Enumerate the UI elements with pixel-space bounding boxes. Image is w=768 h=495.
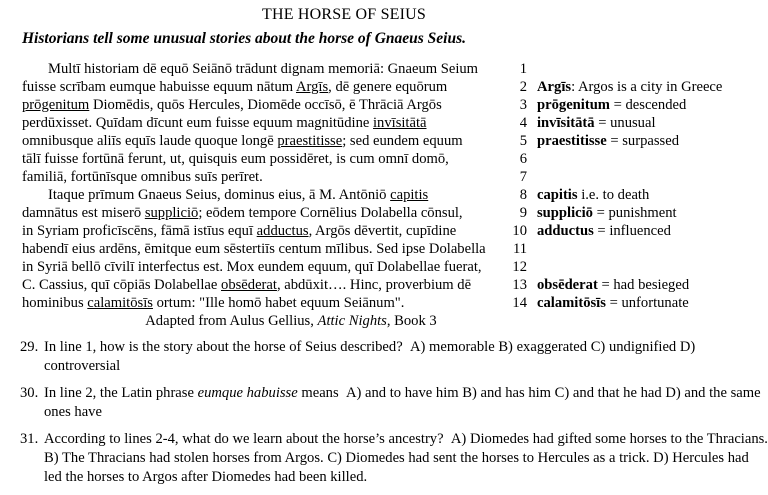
glossed-word: capitis	[390, 187, 429, 203]
passage-text: damnātus est miserō	[22, 205, 145, 221]
glossary-entry	[537, 222, 765, 240]
passage-text: familiā, fortūnīsque omnibus suīs perīret.	[22, 169, 263, 185]
line-number: 2	[519, 79, 527, 95]
glossary-separator: =	[594, 115, 611, 131]
attribution-suffix: , Book 3	[386, 313, 437, 329]
glossary-definition: had besieged	[613, 277, 690, 293]
glossary-term: calamitōsīs	[537, 295, 606, 311]
passage-text: Multī historiam dē equō Seiānō trādunt dignam memoriā: Gnaeum Seium	[48, 61, 479, 77]
page-title: THE HORSE OF SEIUS	[261, 6, 427, 23]
glossary-separator: =	[592, 205, 609, 221]
question-number: 30.	[20, 385, 39, 402]
glossary-term: Argīs	[537, 79, 572, 95]
question-spacer	[339, 385, 346, 401]
glossary-term: invīsitātā	[537, 115, 595, 131]
glossary-separator: =	[609, 97, 626, 113]
passage-text: C. Cassius, quī cōpiās Dolabellae	[22, 277, 222, 293]
attribution-work-title: Attic Nights	[317, 313, 387, 329]
passage-text: ; sed eundem equum	[342, 133, 463, 149]
line-number: 1	[519, 61, 527, 77]
glossary-term: prōgenitum	[537, 97, 610, 113]
question-body	[44, 338, 768, 375]
glossary-term: praestitisse	[537, 133, 607, 149]
question-latin-phrase: eumque habuisse	[197, 385, 298, 402]
glossary-entry	[537, 294, 765, 312]
passage-text: in Syriam proficīscēns, fāmā istīus equī	[22, 223, 257, 239]
glossary-entry	[537, 96, 765, 114]
answer-choices[interactable]: A) memorable B) exaggerated C) undignified D) controversial	[44, 339, 696, 374]
passage-line	[22, 168, 500, 186]
line-number: 13	[512, 277, 527, 293]
glossary-entry	[537, 276, 765, 294]
question-stem: In line 1, how is the story about the horse of Seius described?	[44, 339, 403, 355]
passage-line	[22, 114, 500, 132]
passage-text: perdūxisset. Quīdam dīcunt eum fuisse equum magnitūdine	[22, 115, 373, 131]
glossary-entry	[537, 78, 765, 96]
glossary-entry	[537, 132, 765, 150]
line-number: 10	[512, 223, 527, 239]
passage-text: ; eōdem tempore Cornēlius Dolabella cōnsul,	[198, 205, 463, 221]
question-stem: In line 2, the Latin phrase	[44, 385, 198, 402]
glossary-entry	[537, 186, 765, 204]
passage-text: , dē genere equōrum	[328, 79, 448, 95]
glossary-term: adductus	[537, 223, 594, 239]
passage-text: tālī fuisse fortūnā ferunt, ut, quisquis eum possidēret, is cum omnī domō,	[22, 151, 449, 167]
passage-text: omnibusque aliīs equīs laude quoque longē	[22, 133, 278, 149]
glossary-definition: i.e. to death	[581, 187, 650, 203]
line-number: 7	[519, 169, 527, 185]
passage-line	[22, 60, 500, 78]
passage-text: hominibus	[22, 295, 88, 311]
passage-text: habendī eius ardēns, ēmitque eum sēstertiīs centum mīlibus. Sed ipse Dolabella	[22, 241, 486, 257]
passage-line	[22, 258, 500, 276]
attribution-prefix: Adapted from Aulus Gellius,	[145, 313, 318, 329]
document-header	[0, 6, 768, 48]
question-body	[44, 384, 768, 421]
glossary-definition: influenced	[609, 223, 671, 239]
passage-attribution	[22, 312, 500, 330]
question-body	[44, 430, 768, 486]
questions-section	[0, 338, 768, 495]
passage-text: , abdūxit…. Hinc, proverbium dē	[276, 277, 472, 293]
question-item	[0, 430, 768, 486]
glossary-entry	[537, 240, 765, 258]
passage-line	[22, 222, 500, 240]
passage-text: , Argōs dēvertit, cupīdine	[308, 223, 457, 239]
glossary-separator: =	[606, 133, 623, 149]
question-spacer	[444, 431, 451, 447]
answer-choices[interactable]: A) and to have him B) and has him C) and that he had D) and the same ones have	[44, 385, 761, 420]
glossary-definition: unfortunate	[621, 295, 689, 311]
passage-line	[22, 132, 500, 150]
question-item	[0, 384, 768, 421]
glossed-word: praestitisse	[277, 133, 343, 149]
glossed-word: suppliciō	[144, 205, 199, 221]
question-stem: According to lines 2-4, what do we learn about the horse’s ancestry?	[44, 431, 444, 448]
glossed-word: calamitōsīs	[87, 295, 153, 311]
glossary-separator: =	[597, 277, 614, 293]
glossed-word: prōgenitum	[22, 97, 90, 113]
question-number: 29.	[20, 339, 39, 355]
line-number: 14	[512, 295, 527, 311]
passage-text: ortum: "Ille homō habet equum Seiānum".	[152, 295, 405, 311]
glossary-definition: punishment	[608, 205, 677, 221]
passage-line	[22, 240, 500, 258]
document-subtitle: Historians tell some unusual stories about the horse of Gnaeus Seius.	[22, 30, 467, 47]
glossed-word: Argīs	[295, 79, 329, 95]
glossary-column	[537, 60, 765, 312]
question-number: 31.	[20, 431, 39, 448]
question-stem-tail: means	[297, 385, 339, 402]
line-number: 8	[519, 187, 527, 203]
glossary-entry	[537, 114, 765, 132]
line-number: 6	[519, 151, 527, 167]
latin-passage-column	[22, 60, 500, 330]
glossary-entry	[537, 150, 765, 168]
line-number-column	[495, 60, 527, 312]
glossary-term: suppliciō	[537, 205, 593, 221]
passage-line	[22, 186, 500, 204]
glossary-definition: descended	[625, 97, 687, 113]
passage-text: in Syriā bellō cīvilī interfectus est. Mox eundem equum, quī Dolabellae fuerat,	[22, 259, 482, 275]
line-number: 4	[519, 115, 527, 131]
passage-line	[22, 96, 500, 114]
passage-text: Diomēdis, quōs Hercules, Diomēde occīsō, ē Thrāciā Argōs	[89, 97, 442, 113]
line-number: 12	[512, 259, 527, 275]
line-number: 9	[519, 205, 527, 221]
glossary-definition: surpassed	[622, 133, 679, 149]
glossed-word: obsēderat	[221, 277, 277, 293]
glossary-separator: :	[571, 79, 578, 95]
glossary-entry	[537, 258, 765, 276]
line-number: 3	[519, 97, 527, 113]
glossary-term: obsēderat	[537, 277, 598, 293]
passage-line	[22, 204, 500, 222]
glossary-definition: Argos is a city in Greece	[577, 79, 723, 95]
glossary-entry	[537, 168, 765, 186]
passage-line	[22, 294, 500, 312]
glossed-word: invīsitātā	[373, 115, 427, 131]
glossary-entry	[537, 204, 765, 222]
glossary-entry	[537, 60, 765, 78]
question-item	[0, 338, 768, 375]
glossary-term: capitis	[537, 187, 578, 203]
passage-text: Itaque prīmum Gnaeus Seius, dominus eius, ā M. Antōniō	[48, 187, 391, 203]
passage-line	[22, 78, 500, 96]
passage-line	[22, 150, 500, 168]
glossed-word: adductus	[256, 223, 309, 239]
line-number: 11	[512, 241, 527, 257]
passage-line	[22, 276, 500, 294]
question-spacer	[403, 339, 410, 355]
passage-text: fuisse scrībam eumque habuisse equum nātum	[22, 79, 296, 95]
line-number: 5	[519, 133, 527, 149]
glossary-separator: =	[593, 223, 610, 239]
glossary-separator: =	[605, 295, 622, 311]
glossary-definition: unusual	[610, 115, 656, 131]
answer-choices[interactable]: A) Diomedes had gifted some horses to the Thracians. B) The Thracians had stolen horses from Argos. C) Diomedes had sent the horses to Hercules as a trick. D) Hercules had led the horses to Argos after Diomedes had been killed.	[44, 431, 768, 485]
